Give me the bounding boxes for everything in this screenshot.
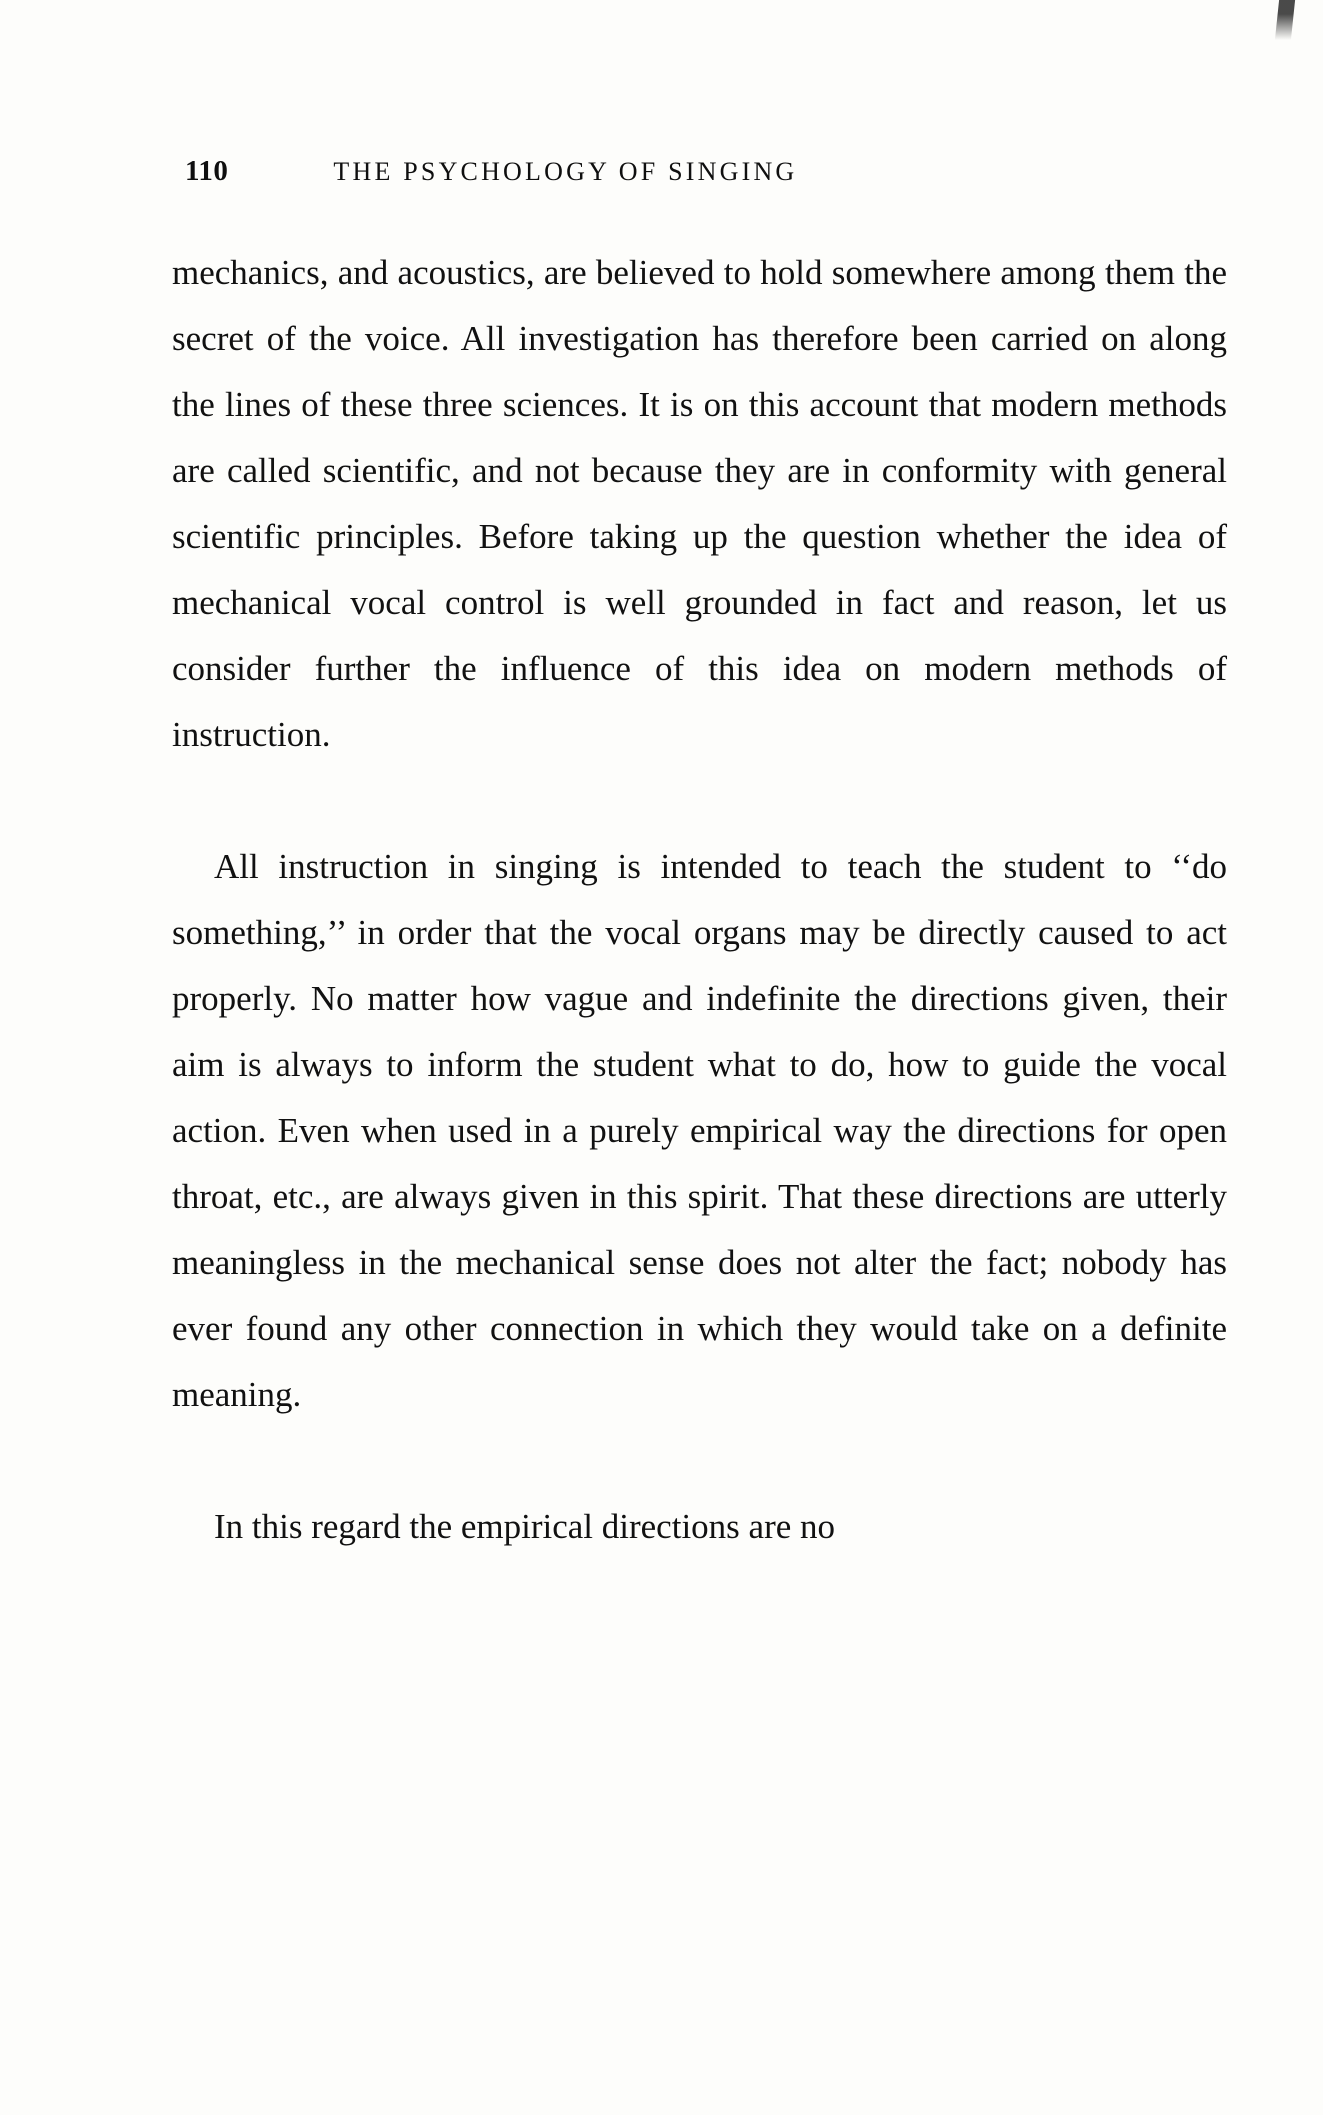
- page-number: 110: [185, 155, 229, 187]
- body-text-column: [172, 240, 1227, 1560]
- paragraph: mechanics, and acoustics, are believed to hold somewhere among them the secret of the voice. All investigation has therefore been carried on along the lines of these three sciences. It is on this account that modern methods are called scientific, and not because they are in conformity with general scientific principles. Before taking up the question whether the idea of mechanical vocal control is well grounded in fact and reason, let us consider further the influence of this idea on modern methods of instruction.: [172, 253, 1227, 754]
- running-head-title: THE PSYCHOLOGY OF SINGING: [333, 157, 798, 186]
- scan-artifact-mark: [1275, 0, 1295, 40]
- paragraph: In this regard the empirical directions are no: [214, 1507, 836, 1546]
- paragraph: All instruction in singing is intended to teach the student to ‘‘do something,’’ in order that the vocal organs may be directly caused to act properly. No matter how vague and indefinite the directions given, their aim is always to inform the student what to do, how to guide the vocal action. Even when used in a purely empirical way the directions for open throat, etc., are always given in this spirit. That these directions are utterly meaningless in the mechanical sense does not alter the fact; nobody has ever found any other connection in which they would take on a definite meaning.: [172, 847, 1227, 1414]
- running-head: [185, 155, 1185, 188]
